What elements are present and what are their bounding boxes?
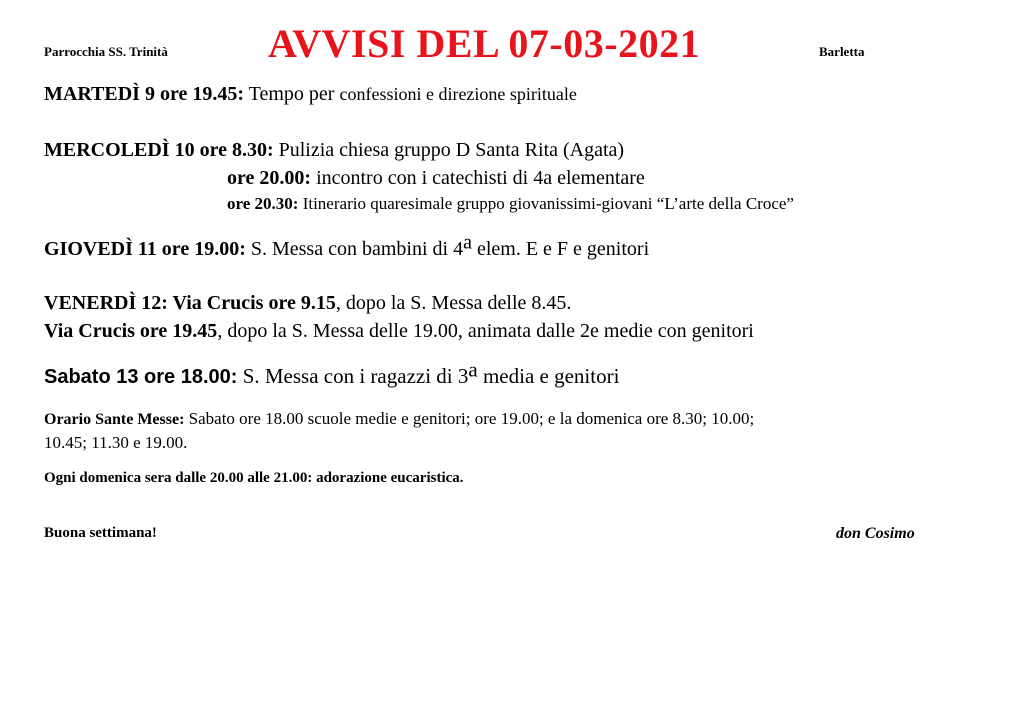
wednesday-line3-text: Itinerario quaresimale gruppo giovanissimi-giovani “L’arte della Croce” <box>298 194 794 213</box>
notice-wednesday-line2 <box>227 167 645 190</box>
mass-schedule-label: Orario Sante Messe: <box>44 411 185 428</box>
tuesday-text-b: confessioni e direzione spirituale <box>339 84 577 104</box>
page-title: AVVISI DEL 07-03-2021 <box>268 21 701 66</box>
friday-label: VENERDÌ 12: Via Crucis ore 9.15 <box>44 292 336 314</box>
notice-wednesday-line3 <box>227 194 794 214</box>
friday-text: , dopo la S. Messa delle 8.45. <box>335 292 572 314</box>
notice-wednesday <box>44 139 624 162</box>
notice-thursday <box>44 231 650 261</box>
thursday-text-b: elem. E e F e genitori <box>471 238 650 260</box>
signature: don Cosimo <box>836 525 915 542</box>
thursday-superscript: a <box>463 231 472 254</box>
saturday-text-b: media e genitori <box>477 364 620 388</box>
notice-saturday <box>44 357 620 389</box>
friday-line2-text: , dopo la S. Messa delle 19.00, animata dalle 2e medie con genitori <box>217 320 754 342</box>
saturday-label: Sabato 13 ore 18.00: <box>44 366 238 388</box>
thursday-text-a: S. Messa con bambini di 4 <box>245 238 464 260</box>
parish-name: Parrocchia SS. Trinità <box>44 44 168 59</box>
wednesday-label: MERCOLEDÌ 10 ore 8.30: <box>44 139 274 161</box>
notice-friday <box>44 292 571 315</box>
mass-schedule-text: Sabato ore 18.00 scuole medie e genitori; ore 19.00; e la domenica ore 8.30; 10.00; <box>184 409 755 428</box>
wednesday-line2-label: ore 20.00: <box>227 167 312 189</box>
adoration-notice: Ogni domenica sera dalle 20.00 alle 21.00: adorazione eucaristica. <box>44 470 464 486</box>
tuesday-label: MARTEDÌ 9 ore 19.45: <box>44 83 245 105</box>
greeting: Buona settimana! <box>44 525 157 541</box>
wednesday-line3-label: ore 20.30: <box>227 194 299 213</box>
saturday-superscript: a <box>468 357 478 382</box>
thursday-label: GIOVEDÌ 11 ore 19.00: <box>44 238 246 260</box>
mass-schedule <box>44 409 754 429</box>
notice-tuesday <box>44 83 577 106</box>
wednesday-line2-text: incontro con i catechisti di 4a elementare <box>311 167 645 189</box>
city-name: Barletta <box>819 44 865 59</box>
saturday-text-a: S. Messa con i ragazzi di 3 <box>237 364 469 388</box>
wednesday-text: Pulizia chiesa gruppo D Santa Rita (Agata) <box>273 139 625 161</box>
tuesday-text-a: Tempo per <box>244 83 340 105</box>
friday-line2-label: Via Crucis ore 19.45 <box>44 320 218 342</box>
notice-friday-line2 <box>44 320 754 343</box>
mass-schedule-line2: 10.45; 11.30 e 19.00. <box>44 433 188 452</box>
